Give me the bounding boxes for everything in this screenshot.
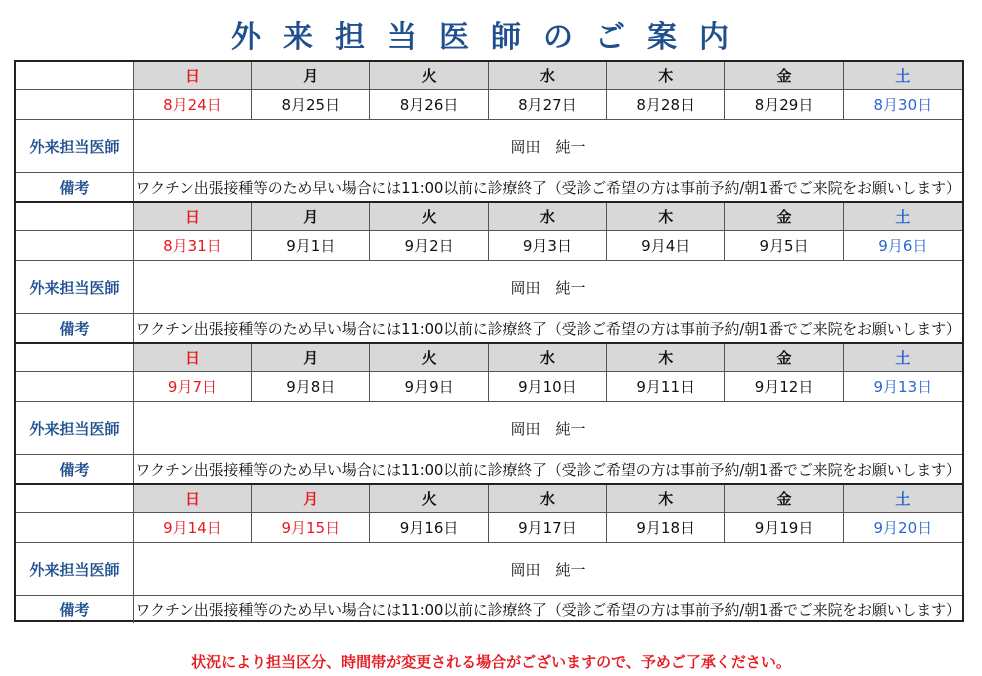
day-sun: 日 (134, 62, 252, 89)
remark-label: 備考 (16, 455, 134, 483)
date-cell: 9月8日 (252, 372, 370, 401)
doctor-name: 岡田 純一 (510, 419, 586, 438)
corner-cell (16, 62, 134, 89)
weekday-header-row (16, 62, 962, 90)
remark-row (16, 455, 962, 483)
day-tue: 火 (370, 344, 488, 371)
doctor-row (16, 120, 962, 173)
date-row (16, 231, 962, 261)
doctor-label: 外来担当医師 (16, 261, 134, 313)
date-cell: 9月16日 (370, 513, 488, 542)
remark-label: 備考 (16, 173, 134, 201)
doctor-label: 外来担当医師 (16, 120, 134, 172)
day-sun: 日 (134, 344, 252, 371)
remark-text: ワクチン出張接種等のため早い場合には11:00以前に診療終了（受診ご希望の方は事前予約/朝1番でご来院をお願いします） (135, 460, 961, 479)
remark-label: 備考 (16, 314, 134, 342)
day-thu: 木 (607, 485, 725, 512)
day-fri: 金 (725, 62, 843, 89)
date-row (16, 513, 962, 543)
date-cell: 9月3日 (489, 231, 607, 260)
date-cell: 8月31日 (134, 231, 252, 260)
remark-label: 備考 (16, 596, 134, 623)
day-sat: 土 (844, 344, 962, 371)
remark-row (16, 314, 962, 342)
date-cell: 9月4日 (607, 231, 725, 260)
day-mon: 月 (252, 62, 370, 89)
notice-text: 状況により担当区分、時間帯が変更される場合がございますので、予めご了承ください。 (191, 653, 791, 671)
date-cell: 8月30日 (873, 96, 933, 114)
page-title: 外来担当医師のご案内 (231, 20, 751, 55)
remark-row (16, 596, 962, 623)
day-mon: 月 (252, 485, 370, 512)
remark-text: ワクチン出張接種等のため早い場合には11:00以前に診療終了（受診ご希望の方は事前予約/朝1番でご来院をお願いします） (135, 319, 961, 338)
day-tue: 火 (370, 485, 488, 512)
corner-cell (16, 372, 134, 401)
date-cell: 8月29日 (725, 90, 843, 119)
day-wed: 水 (489, 62, 607, 89)
doctor-row (16, 261, 962, 314)
doctor-name: 岡田 純一 (510, 560, 586, 579)
date-row (16, 372, 962, 402)
date-cell: 9月13日 (873, 378, 933, 396)
day-sat: 土 (844, 62, 962, 89)
weekday-header-row (16, 203, 962, 231)
corner-cell (16, 203, 134, 230)
date-cell: 9月20日 (873, 519, 933, 537)
day-wed: 水 (489, 344, 607, 371)
doctor-name: 岡田 純一 (510, 137, 586, 156)
date-cell: 8月28日 (607, 90, 725, 119)
remark-row (16, 173, 962, 201)
doctor-name: 岡田 純一 (510, 278, 586, 297)
doctor-label: 外来担当医師 (16, 402, 134, 454)
week-block (16, 203, 962, 344)
day-tue: 火 (370, 203, 488, 230)
date-cell: 9月9日 (370, 372, 488, 401)
week-block (16, 62, 962, 203)
date-cell: 9月17日 (489, 513, 607, 542)
date-cell: 9月14日 (134, 513, 252, 542)
doctor-row (16, 402, 962, 455)
remark-text: ワクチン出張接種等のため早い場合には11:00以前に診療終了（受診ご希望の方は事前予約/朝1番でご来院をお願いします） (135, 178, 961, 197)
doctor-row (16, 543, 962, 596)
corner-cell (16, 344, 134, 371)
date-cell: 8月24日 (134, 90, 252, 119)
corner-cell (16, 90, 134, 119)
corner-cell (16, 513, 134, 542)
day-thu: 木 (607, 344, 725, 371)
date-cell: 9月6日 (878, 237, 928, 255)
date-cell: 9月11日 (607, 372, 725, 401)
remark-text: ワクチン出張接種等のため早い場合には11:00以前に診療終了（受診ご希望の方は事前予約/朝1番でご来院をお願いします） (135, 601, 961, 619)
day-wed: 水 (489, 203, 607, 230)
day-sun: 日 (134, 485, 252, 512)
date-cell: 9月2日 (370, 231, 488, 260)
date-cell: 8月25日 (252, 90, 370, 119)
schedule-table (14, 60, 964, 622)
day-wed: 水 (489, 485, 607, 512)
day-thu: 木 (607, 62, 725, 89)
corner-cell (16, 485, 134, 512)
weekday-header-row (16, 344, 962, 372)
date-cell: 9月7日 (134, 372, 252, 401)
day-mon: 月 (252, 203, 370, 230)
date-row (16, 90, 962, 120)
day-sat: 土 (844, 203, 962, 230)
date-cell: 8月27日 (489, 90, 607, 119)
weekday-header-row (16, 485, 962, 513)
day-tue: 火 (370, 62, 488, 89)
day-sun: 日 (134, 203, 252, 230)
day-thu: 木 (607, 203, 725, 230)
day-mon: 月 (252, 344, 370, 371)
date-cell: 9月5日 (725, 231, 843, 260)
date-cell: 9月18日 (607, 513, 725, 542)
date-cell: 8月26日 (370, 90, 488, 119)
date-cell: 9月19日 (725, 513, 843, 542)
week-block (16, 344, 962, 485)
day-fri: 金 (725, 203, 843, 230)
day-sat: 土 (844, 485, 962, 512)
date-cell: 9月1日 (252, 231, 370, 260)
doctor-label: 外来担当医師 (16, 543, 134, 595)
day-fri: 金 (725, 344, 843, 371)
corner-cell (16, 231, 134, 260)
day-fri: 金 (725, 485, 843, 512)
date-cell: 9月15日 (252, 513, 370, 542)
date-cell: 9月10日 (489, 372, 607, 401)
week-block (16, 485, 962, 623)
date-cell: 9月12日 (725, 372, 843, 401)
